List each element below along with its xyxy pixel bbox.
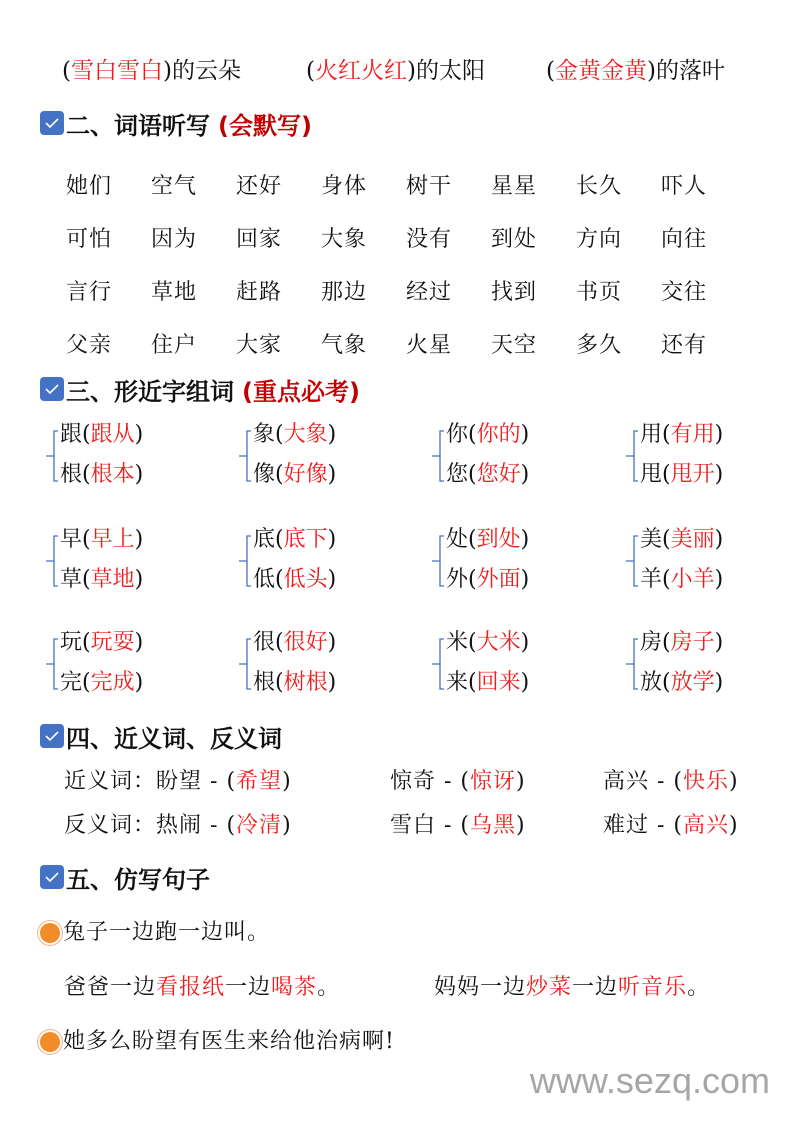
word: 言行: [66, 280, 113, 305]
synonym-label: 近义词：: [64, 769, 157, 794]
word: 底下: [283, 527, 328, 552]
word: 您好: [476, 462, 521, 487]
answer: 希望: [236, 769, 283, 794]
word: 火星: [406, 333, 453, 358]
word: 雪白: [390, 813, 437, 838]
pair-line: 羊(小羊): [640, 567, 724, 592]
synonym-pair: [603, 764, 739, 795]
word: 好像: [283, 462, 328, 487]
word: 大米: [476, 630, 521, 655]
pair-line: 来(回来): [446, 670, 530, 695]
word: 可怕: [66, 227, 113, 252]
word: 根本: [90, 462, 135, 487]
word: 早上: [90, 527, 135, 552]
sentence-prompt-1: [40, 915, 270, 946]
word: 大象: [283, 422, 328, 447]
answer: 看报纸: [156, 975, 226, 1000]
word-row: [66, 158, 746, 211]
word: 树干: [406, 174, 453, 199]
word: 大家: [236, 333, 283, 358]
pair-line: 外(外面): [446, 567, 530, 592]
pair-line: 甩(甩开): [640, 462, 724, 487]
word: 回家: [236, 227, 283, 252]
word: 草地: [151, 280, 198, 305]
word: 多久: [576, 333, 623, 358]
phrase-3: [546, 52, 725, 85]
word-row: [66, 317, 746, 370]
paren: (: [62, 58, 71, 84]
char: 甩: [640, 462, 663, 487]
text: 一边: [572, 975, 619, 1000]
char-pair-group: [46, 628, 196, 704]
phrase-2: [306, 52, 485, 85]
pair-line: 您(您好): [446, 462, 530, 487]
word: 住户: [151, 333, 198, 358]
sentence-example-2: [434, 970, 710, 1001]
pair-line: 象(大象): [253, 422, 337, 447]
dash: - (: [202, 813, 237, 838]
char: 象: [253, 422, 276, 447]
section-5-heading: [40, 861, 210, 893]
pair-line: 跟(跟从): [60, 422, 144, 447]
word-row: [66, 264, 746, 317]
word: 盼望: [156, 769, 203, 794]
char: 羊: [640, 567, 663, 592]
word: 放学: [670, 670, 715, 695]
char-pair-group: [432, 420, 582, 496]
antonym-pair: [603, 808, 739, 839]
word: 空气: [151, 174, 198, 199]
answer: 乌黑: [470, 813, 517, 838]
antonym-pair: [390, 808, 526, 839]
paren: ): [729, 813, 739, 838]
bracket-icon: [626, 638, 640, 690]
word: 天空: [491, 333, 538, 358]
word: 书页: [576, 280, 623, 305]
word: 方向: [576, 227, 623, 252]
adjective-phrases-line: [62, 52, 762, 86]
paren: ): [516, 769, 526, 794]
word: 有用: [670, 422, 715, 447]
char: 房: [640, 630, 663, 655]
pair-line: 美(美丽): [640, 527, 724, 552]
dictation-word-grid: [66, 158, 746, 370]
synonym-pair: [390, 764, 526, 795]
char-pair-group: [239, 525, 389, 601]
bracket-icon: [239, 638, 253, 690]
char: 底: [253, 527, 276, 552]
word: 惊奇: [390, 769, 437, 794]
answer: 火红火红: [314, 58, 407, 84]
char: 根: [60, 462, 83, 487]
pair-line: 处(到处): [446, 527, 530, 552]
checkbox-checked-icon: [40, 111, 64, 135]
word: 身体: [321, 174, 368, 199]
checkbox-checked-icon: [40, 724, 64, 748]
char: 早: [60, 527, 83, 552]
pair-line: 根(根本): [60, 462, 144, 487]
answer: 冷清: [236, 813, 283, 838]
dash: - (: [649, 813, 684, 838]
char: 跟: [60, 422, 83, 447]
char: 米: [446, 630, 469, 655]
char: 外: [446, 567, 469, 592]
section-note: (重点必考): [242, 377, 360, 406]
answer: 喝茶: [271, 975, 318, 1000]
word: 完成: [90, 670, 135, 695]
answer: 炒菜: [526, 975, 573, 1000]
word: 赶路: [236, 280, 283, 305]
checkbox-checked-icon: [40, 865, 64, 889]
paren: ): [282, 769, 292, 794]
word: 外面: [476, 567, 521, 592]
bracket-icon: [626, 430, 640, 482]
answer: 雪白雪白: [70, 58, 163, 84]
pair-line: 米(大米): [446, 630, 530, 655]
orange-bullet-icon: [40, 1032, 60, 1052]
pair-line: 底(底下): [253, 527, 337, 552]
word: 玩耍: [90, 630, 135, 655]
phrase-tail: )的云朵: [162, 58, 241, 84]
char: 用: [640, 422, 663, 447]
paren: ): [729, 769, 739, 794]
text: 爸爸一边: [64, 975, 157, 1000]
word: 低头: [283, 567, 328, 592]
char-pair-group: [626, 525, 776, 601]
word: 跟从: [90, 422, 135, 447]
char: 低: [253, 567, 276, 592]
word: 还好: [236, 174, 283, 199]
paren: ): [516, 813, 526, 838]
pair-line: 完(完成): [60, 670, 144, 695]
word-row: [66, 211, 746, 264]
section-4-heading: [40, 720, 282, 752]
word: 小羊: [670, 567, 715, 592]
pair-line: 草(草地): [60, 567, 144, 592]
watermark: www.sezq.com: [529, 1060, 770, 1101]
char-pair-group: [432, 525, 582, 601]
word: 没有: [406, 227, 453, 252]
char: 处: [446, 527, 469, 552]
char: 草: [60, 567, 83, 592]
word: 草地: [90, 567, 135, 592]
word: 房子: [670, 630, 715, 655]
char-pair-group: [46, 525, 196, 601]
antonym-label: 反义词：: [64, 813, 157, 838]
word: 经过: [406, 280, 453, 305]
bracket-icon: [46, 430, 60, 482]
answer: 快乐: [683, 769, 730, 794]
text: 一边: [225, 975, 272, 1000]
char-pair-group: [626, 628, 776, 704]
bracket-icon: [239, 535, 253, 587]
word: 还有: [661, 333, 708, 358]
bracket-icon: [626, 535, 640, 587]
pair-line: 放(放学): [640, 670, 724, 695]
section-3-heading: [40, 373, 360, 405]
text: 。: [317, 975, 341, 1000]
bracket-icon: [432, 638, 446, 690]
bracket-icon: [239, 430, 253, 482]
answer: 惊讶: [470, 769, 517, 794]
answer: 金黄金黄: [554, 58, 647, 84]
answer: 听音乐: [618, 975, 688, 1000]
char-pair-group: [239, 628, 389, 704]
dash: - (: [436, 813, 471, 838]
paren: ): [282, 813, 292, 838]
pair-line: 早(早上): [60, 527, 144, 552]
char: 根: [253, 670, 276, 695]
section-2-heading: [40, 107, 312, 139]
answer: 高兴: [683, 813, 730, 838]
char-pair-group: [626, 420, 776, 496]
bracket-icon: [432, 535, 446, 587]
char-pair-group: [46, 420, 196, 496]
char: 美: [640, 527, 663, 552]
pair-line: 低(低头): [253, 567, 337, 592]
word: 父亲: [66, 333, 113, 358]
section-title: 四、近义词、反义词: [66, 724, 282, 753]
word: 大象: [321, 227, 368, 252]
sentence-text: 她多么盼望有医生来给他治病啊!: [63, 1029, 395, 1054]
paren: (: [546, 58, 555, 84]
checkbox-checked-icon: [40, 377, 64, 401]
char: 放: [640, 670, 663, 695]
dash: - (: [436, 769, 471, 794]
pair-line: 玩(玩耍): [60, 630, 144, 655]
word: 热闹: [156, 813, 203, 838]
section-title: 五、仿写句子: [66, 865, 210, 894]
sentence-text: 兔子一边跑一边叫。: [63, 920, 271, 945]
section-title: 二、词语听写: [66, 111, 210, 140]
word: 美丽: [670, 527, 715, 552]
paren: (: [306, 58, 315, 84]
word: 交往: [661, 280, 708, 305]
word: 树根: [283, 670, 328, 695]
sentence-example-1: [64, 970, 340, 1001]
word: 你的: [476, 422, 521, 447]
pair-line: 很(很好): [253, 630, 337, 655]
orange-bullet-icon: [40, 923, 60, 943]
word: 到处: [476, 527, 521, 552]
pair-line: 房(房子): [640, 630, 724, 655]
antonym-pair: [64, 808, 292, 839]
pair-line: 用(有用): [640, 422, 724, 447]
bracket-icon: [432, 430, 446, 482]
char: 像: [253, 462, 276, 487]
word: 吓人: [661, 174, 708, 199]
word: 难过: [603, 813, 650, 838]
word: 因为: [151, 227, 198, 252]
phrase-1: [62, 52, 241, 85]
word: 长久: [576, 174, 623, 199]
dash: - (: [202, 769, 237, 794]
char: 完: [60, 670, 83, 695]
pair-line: 你(你的): [446, 422, 530, 447]
word: 向往: [661, 227, 708, 252]
synonym-pair: [64, 764, 292, 795]
char: 很: [253, 630, 276, 655]
word: 她们: [66, 174, 113, 199]
word: 找到: [491, 280, 538, 305]
char: 你: [446, 422, 469, 447]
char: 玩: [60, 630, 83, 655]
phrase-tail: )的落叶: [646, 58, 725, 84]
char-pair-group: [239, 420, 389, 496]
dash: - (: [649, 769, 684, 794]
word: 甩开: [670, 462, 715, 487]
word: 高兴: [603, 769, 650, 794]
word: 回来: [476, 670, 521, 695]
pair-line: 像(好像): [253, 462, 337, 487]
word: 到处: [491, 227, 538, 252]
text: 妈妈一边: [434, 975, 527, 1000]
word: 那边: [321, 280, 368, 305]
char: 您: [446, 462, 469, 487]
section-title: 三、形近字组词: [66, 377, 234, 406]
text: 。: [687, 975, 711, 1000]
phrase-tail: )的太阳: [406, 58, 485, 84]
sentence-prompt-2: [40, 1024, 395, 1055]
bracket-icon: [46, 535, 60, 587]
pair-line: 根(树根): [253, 670, 337, 695]
char-pair-group: [432, 628, 582, 704]
word: 星星: [491, 174, 538, 199]
bracket-icon: [46, 638, 60, 690]
word: 很好: [283, 630, 328, 655]
char: 来: [446, 670, 469, 695]
section-note: (会默写): [218, 111, 312, 140]
word: 气象: [321, 333, 368, 358]
